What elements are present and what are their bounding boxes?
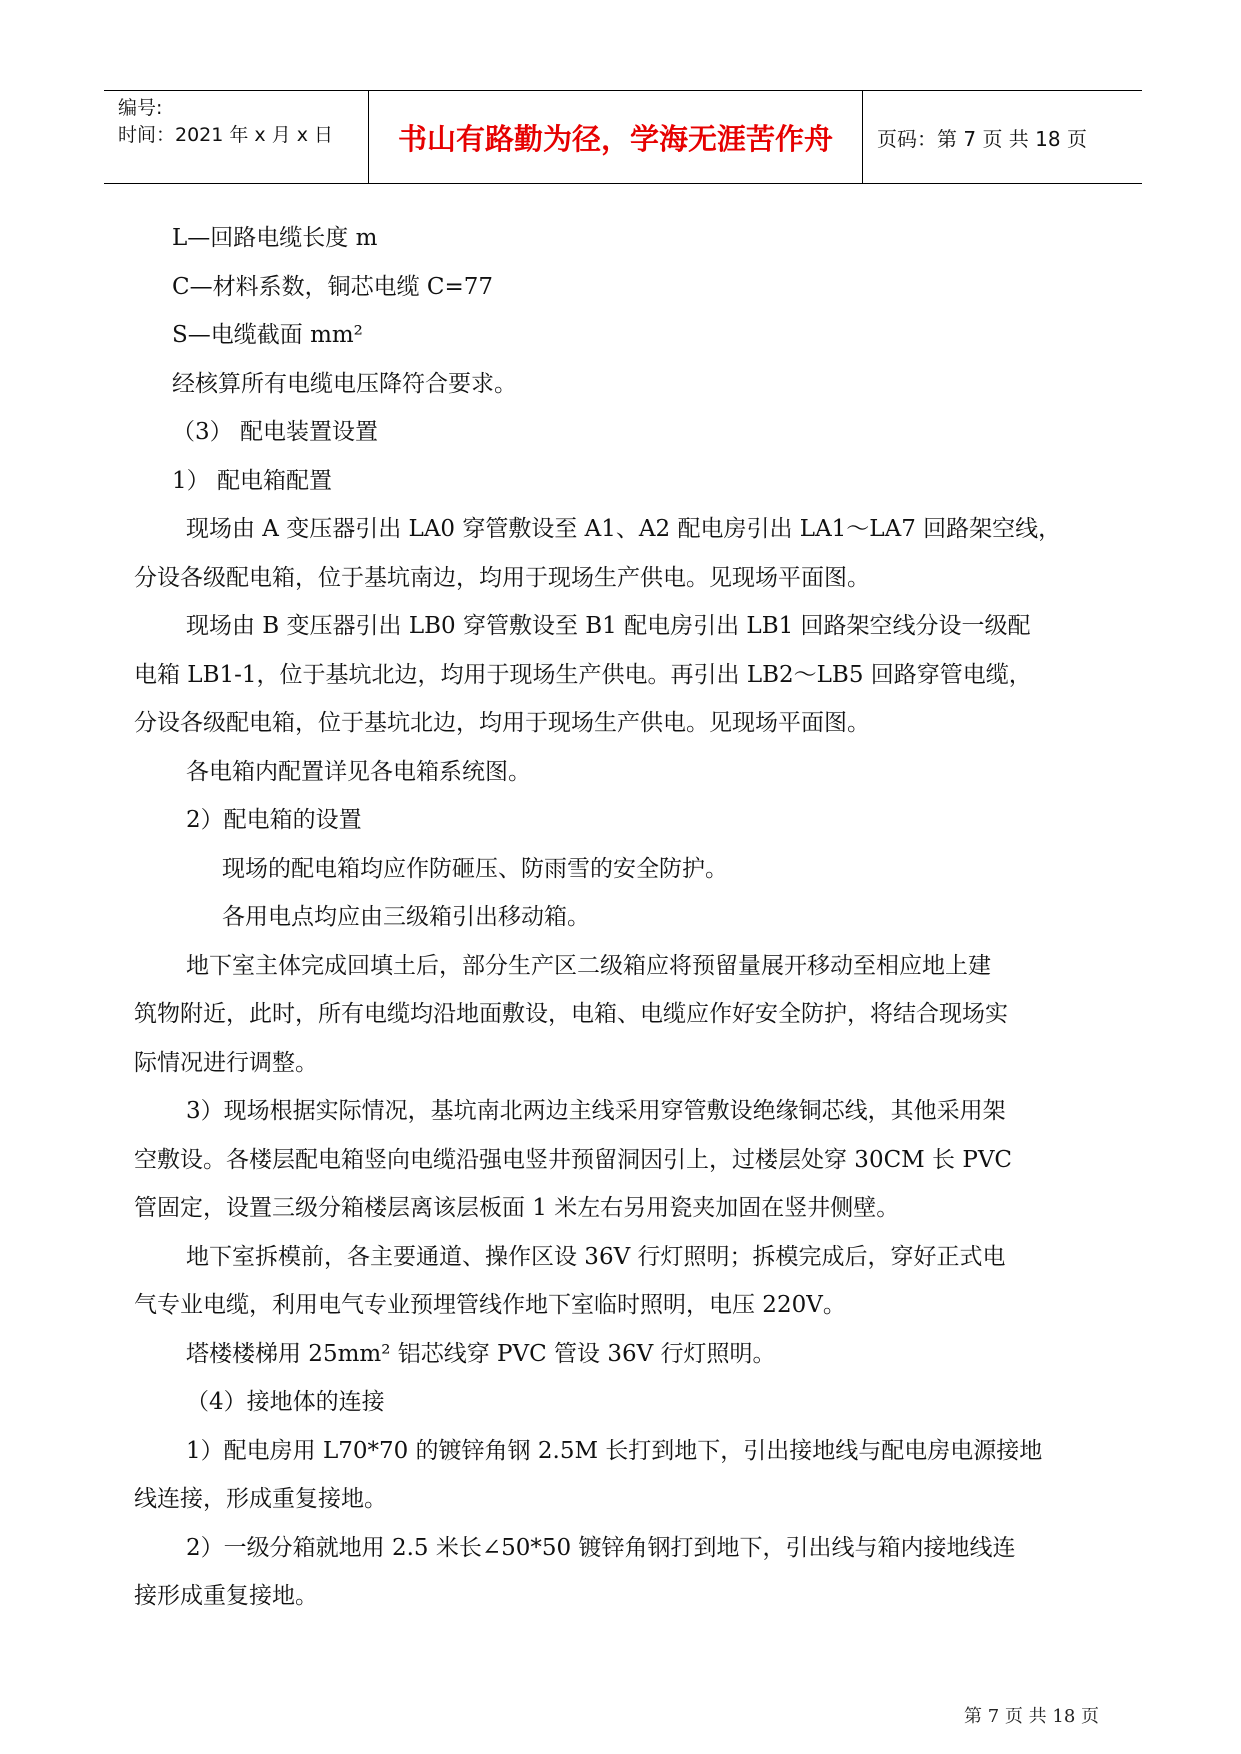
text-line: 气专业电缆，利用电气专业预埋管线作地下室临时照明，电压 220V。: [134, 1292, 846, 1318]
document-number-label: 编号:: [118, 97, 163, 119]
text-line: 1）配电房用 L70*70 的镀锌角钢 2.5M 长打到地下，引出接地线与配电房电源接地: [186, 1437, 1043, 1464]
text-line: 各电箱内配置详见各电箱系统图。: [186, 758, 531, 785]
header-page-number: 页码：第 7 页 共 18 页: [877, 126, 1087, 151]
document-time-label: 时间：2021 年 x 月 x 日: [118, 124, 334, 146]
page-footer: 第 7 页 共 18 页: [964, 1706, 1099, 1727]
text-line: 塔楼楼梯用 25mm² 铝芯线穿 PVC 管设 36V 行灯照明。: [186, 1340, 776, 1367]
text-line: L—回路电缆长度 m: [172, 225, 378, 251]
text-line: 分设各级配电箱，位于基坑北边，均用于现场生产供电。见现场平面图。: [134, 710, 870, 736]
subsection-heading: 1） 配电箱配置: [172, 467, 332, 494]
text-line: 接形成重复接地。: [134, 1583, 318, 1609]
document-body: [134, 214, 1098, 1621]
subsection-heading: 2）配电箱的设置: [186, 807, 362, 833]
text-line: 地下室主体完成回填土后，部分生产区二级箱应将预留量展开移动至相应地上建: [186, 952, 991, 979]
section-heading: （3） 配电装置设置: [172, 419, 378, 445]
text-line: 管固定，设置三级分箱楼层离该层板面 1 米左右另用瓷夹加固在竖井侧壁。: [134, 1195, 900, 1221]
text-line: 现场由 A 变压器引出 LA0 穿管敷设至 A1、A2 配电房引出 LA1～LA7 回路架空线，: [186, 516, 1062, 542]
text-line: 3）现场根据实际情况，基坑南北两边主线采用穿管敷设绝缘铜芯线，其他采用架: [186, 1098, 1006, 1124]
text-line: 地下室拆模前，各主要通道、操作区设 36V 行灯照明；拆模完成后，穿好正式电: [186, 1243, 1006, 1270]
header-info-cell: [104, 91, 369, 183]
section-heading: （4）接地体的连接: [186, 1389, 385, 1415]
text-line: 现场由 B 变压器引出 LB0 穿管敷设至 B1 配电房引出 LB1 回路架空线分设一级配: [186, 613, 1031, 639]
text-line: 线连接，形成重复接地。: [134, 1486, 387, 1512]
header-motto: 书山有路勤为径，学海无涯苦作舟: [369, 91, 863, 183]
page-header: [104, 90, 1142, 184]
text-line: 各用电点均应由三级箱引出移动箱。: [222, 904, 590, 930]
text-line: 筑物附近，此时，所有电缆均沿地面敷设，电箱、电缆应作好安全防护，将结合现场实: [134, 1001, 1008, 1027]
text-line: 2）一级分箱就地用 2.5 米长∠50*50 镀锌角钢打到地下，引出线与箱内接地线连: [186, 1534, 1016, 1561]
text-line: 经核算所有电缆电压降符合要求。: [172, 370, 517, 397]
text-line: S—电缆截面 mm²: [172, 322, 363, 348]
text-line: 电箱 LB1-1，位于基坑北边，均用于现场生产供电。再引出 LB2～LB5 回路穿管电缆，: [134, 661, 1032, 688]
text-line: 空敷设。各楼层配电箱竖向电缆沿强电竖井预留洞因引上，过楼层处穿 30CM 长 PVC: [134, 1146, 1013, 1173]
text-line: C—材料系数，铜芯电缆 C=77: [172, 273, 494, 300]
text-line: 现场的配电箱均应作防砸压、防雨雪的安全防护。: [222, 855, 728, 882]
text-line: 际情况进行调整。: [134, 1049, 318, 1076]
text-line: 分设各级配电箱，位于基坑南边，均用于现场生产供电。见现场平面图。: [134, 564, 870, 591]
